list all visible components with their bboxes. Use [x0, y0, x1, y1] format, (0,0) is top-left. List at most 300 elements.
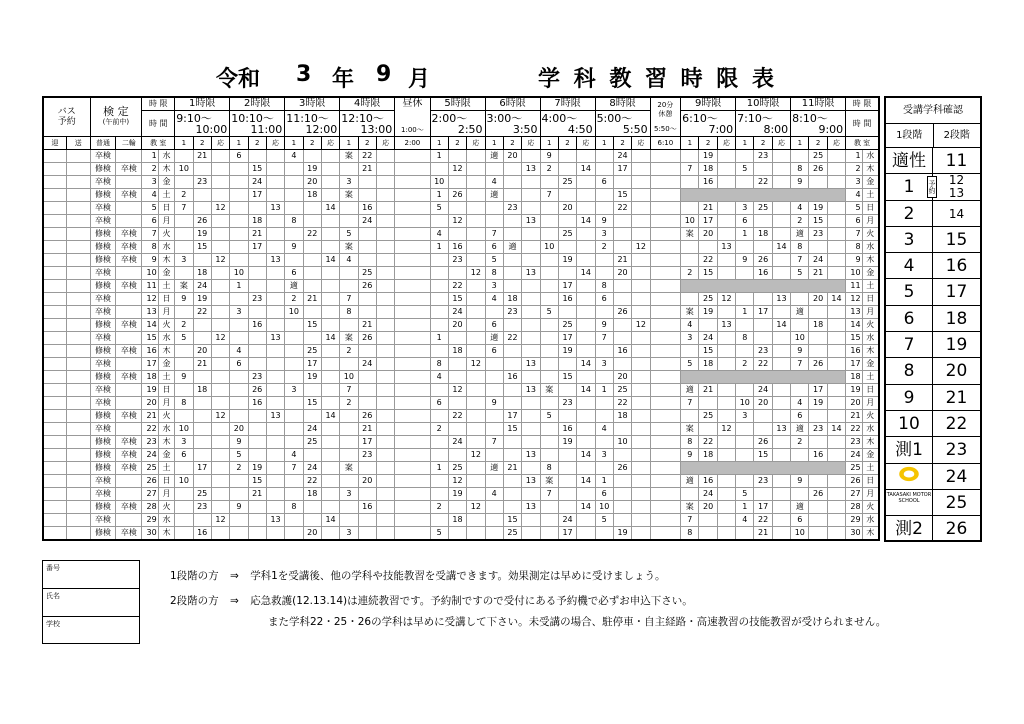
lesson-cell: 6	[791, 514, 809, 527]
lesson-cell	[230, 215, 248, 228]
stage2-item: 23	[945, 440, 968, 461]
lesson-cell	[827, 358, 845, 371]
schedule-row	[43, 345, 879, 358]
lesson-cell	[754, 423, 772, 436]
lesson-cell: 20	[503, 150, 521, 163]
lesson-cell	[303, 332, 321, 345]
lesson-cell: 6	[430, 397, 448, 410]
note-stage1-text: 学科1を受講後、他の学科や技能教習を受講できます。効果測定は早めに受けましょう。	[250, 570, 666, 582]
lesson-cell	[467, 345, 485, 358]
lesson-cell: 21	[303, 293, 321, 306]
lesson-cell	[736, 319, 754, 332]
lesson-cell	[285, 332, 303, 345]
day-cell: 16	[142, 345, 158, 358]
lesson-cell	[340, 358, 358, 371]
rest-cell	[650, 306, 681, 319]
lesson-cell	[321, 501, 339, 514]
lesson-cell: 24	[448, 436, 466, 449]
lesson-cell: 22	[699, 254, 717, 267]
rest-cell	[650, 280, 681, 293]
lesson-cell: 26	[358, 410, 376, 423]
lesson-cell: 4	[285, 150, 303, 163]
lesson-cell	[577, 306, 595, 319]
stage2-cell	[933, 253, 980, 278]
lesson-cell	[827, 488, 845, 501]
lesson-cell	[230, 228, 248, 241]
lesson-cell	[430, 449, 448, 462]
lesson-cell	[522, 410, 540, 423]
lesson-cell	[522, 306, 540, 319]
info-school-label: 学校	[46, 620, 60, 628]
lesson-cell: 8	[595, 280, 613, 293]
dropoff-cell	[67, 254, 91, 267]
lunch-cell	[395, 488, 430, 501]
lesson-cell	[376, 423, 394, 436]
lesson-cell: 5	[736, 163, 754, 176]
dropoff-cell	[67, 150, 91, 163]
lesson-cell	[632, 280, 650, 293]
period-time	[595, 111, 650, 137]
lesson-cell	[248, 254, 266, 267]
lesson-cell: 12	[211, 410, 229, 423]
lesson-cell	[211, 345, 229, 358]
lesson-cell: 22	[613, 202, 631, 215]
lesson-cell	[595, 150, 613, 163]
lesson-cell	[303, 410, 321, 423]
lesson-cell: 9	[791, 176, 809, 189]
futsu-header: 普通	[90, 137, 116, 150]
lesson-cell	[230, 514, 248, 527]
day-cell: 19	[142, 384, 158, 397]
rest-cell	[650, 436, 681, 449]
lesson-cell: 5	[175, 332, 193, 345]
sub-label: 1	[285, 137, 303, 150]
lesson-cell: 12	[448, 163, 466, 176]
lesson-cell	[376, 371, 394, 384]
lunch-cell	[395, 410, 430, 423]
lesson-cell	[467, 462, 485, 475]
lesson-cell: 5	[540, 410, 558, 423]
nirin-exam-cell: 卒検	[116, 449, 142, 462]
nirin-exam-cell: 卒検	[116, 228, 142, 241]
lesson-cell	[230, 397, 248, 410]
stage1-cell	[886, 411, 933, 436]
lesson-cell: 13	[522, 475, 540, 488]
lesson-cell	[632, 423, 650, 436]
lesson-cell: 20	[809, 293, 827, 306]
pickup-cell	[43, 150, 67, 163]
lesson-cell	[358, 371, 376, 384]
stage2-cell	[933, 437, 980, 462]
lesson-cell: 18	[613, 410, 631, 423]
weekday-cell-right: 土	[862, 371, 879, 384]
lesson-cell: 13	[772, 293, 790, 306]
stage2-item: 11	[945, 151, 968, 171]
period-end: 8:00	[763, 122, 789, 136]
lesson-cell: 案	[681, 306, 699, 319]
lunch-cell	[395, 345, 430, 358]
rest-cell	[650, 150, 681, 163]
lesson-cell: 2	[791, 215, 809, 228]
lesson-cell	[211, 150, 229, 163]
lesson-cell	[430, 267, 448, 280]
lesson-cell	[595, 254, 613, 267]
lesson-cell: 7	[340, 384, 358, 397]
pickup-cell	[43, 423, 67, 436]
lesson-cell: 25	[613, 384, 631, 397]
lesson-cell	[736, 176, 754, 189]
lesson-cell	[681, 254, 699, 267]
lesson-cell: 13	[266, 514, 284, 527]
pickup-cell	[43, 267, 67, 280]
confirm-col-stage2: 2段階	[943, 130, 970, 141]
lesson-cell: 25	[358, 267, 376, 280]
lesson-cell: 12	[632, 319, 650, 332]
day-cell-right: 3	[846, 176, 862, 189]
nirin-exam-cell	[116, 397, 142, 410]
lesson-cell	[430, 280, 448, 293]
lesson-cell: 10	[340, 371, 358, 384]
stage2-cell	[933, 516, 980, 542]
lesson-cell: 24	[248, 176, 266, 189]
lunch-cell	[395, 254, 430, 267]
lesson-cell	[175, 384, 193, 397]
lesson-cell	[717, 488, 735, 501]
lesson-cell	[340, 514, 358, 527]
lunch-code: 2:00	[395, 137, 430, 150]
dropoff-cell	[67, 514, 91, 527]
lesson-cell	[632, 163, 650, 176]
lesson-cell	[358, 241, 376, 254]
lesson-cell	[540, 371, 558, 384]
lesson-cell: 25	[193, 488, 211, 501]
lesson-cell: 6	[791, 410, 809, 423]
lesson-cell: 23	[193, 176, 211, 189]
lesson-cell: 17	[558, 280, 576, 293]
stage1-item: 測1	[895, 440, 923, 461]
nirin-exam-cell	[116, 358, 142, 371]
rest-cell	[650, 384, 681, 397]
lesson-cell: 19	[303, 371, 321, 384]
lesson-cell	[681, 241, 699, 254]
lesson-cell: 5	[736, 488, 754, 501]
lesson-cell: 1	[430, 150, 448, 163]
stage2-cell	[933, 148, 980, 173]
period-start: 6:10～	[682, 111, 718, 125]
day-cell: 25	[142, 462, 158, 475]
lesson-cell: 19	[699, 306, 717, 319]
lesson-cell	[577, 280, 595, 293]
no-evening-class	[681, 371, 846, 384]
lesson-cell: 3	[230, 306, 248, 319]
weekday-cell-right: 水	[862, 332, 879, 345]
lesson-cell: 20	[558, 202, 576, 215]
dropoff-cell	[67, 488, 91, 501]
lesson-cell: 23	[503, 202, 521, 215]
lesson-cell	[632, 228, 650, 241]
lesson-cell: 16	[193, 527, 211, 541]
lesson-cell: 4	[791, 202, 809, 215]
lesson-cell: 1	[430, 189, 448, 202]
stage2-item: 24	[945, 466, 968, 487]
day-cell-right: 18	[846, 371, 862, 384]
lesson-cell: 12	[211, 202, 229, 215]
lesson-cell	[632, 150, 650, 163]
lesson-cell	[175, 410, 193, 423]
lesson-cell	[632, 267, 650, 280]
stage2-item: 13	[948, 186, 965, 201]
lesson-cell	[376, 488, 394, 501]
lesson-cell: 14	[772, 241, 790, 254]
dropoff-cell	[67, 475, 91, 488]
day-cell: 2	[142, 163, 158, 176]
stage2-item: 20	[945, 361, 968, 382]
lesson-cell: 20	[699, 501, 717, 514]
schedule-row	[43, 501, 879, 514]
lesson-cell	[522, 293, 540, 306]
lesson-cell	[503, 189, 521, 202]
lunch-cell	[395, 449, 430, 462]
day-cell: 24	[142, 449, 158, 462]
lesson-cell	[632, 254, 650, 267]
jikan-header: 時 間	[142, 111, 175, 137]
lesson-cell: 3	[340, 527, 358, 541]
lesson-cell	[772, 449, 790, 462]
lesson-cell	[266, 475, 284, 488]
kyoshitsu-header-right: 教 室	[846, 137, 879, 150]
lesson-cell: 13	[522, 358, 540, 371]
lesson-cell	[285, 410, 303, 423]
futsu-exam-cell: 修検	[90, 189, 116, 202]
title-month-unit: 月	[408, 67, 431, 92]
day-cell-right: 8	[846, 241, 862, 254]
schedule-row	[43, 306, 879, 319]
futsu-exam-cell: 卒検	[90, 215, 116, 228]
stage2-cell	[933, 227, 980, 252]
lesson-cell	[467, 332, 485, 345]
lesson-cell: 1	[736, 228, 754, 241]
course-confirmation-panel	[884, 96, 982, 542]
weekday-cell-right: 水	[862, 150, 879, 163]
lesson-cell	[285, 319, 303, 332]
lesson-cell	[503, 384, 521, 397]
lesson-cell	[448, 397, 466, 410]
weekday-cell: 日	[158, 384, 174, 397]
lesson-cell: 17	[248, 189, 266, 202]
lesson-cell	[211, 462, 229, 475]
lesson-cell	[303, 449, 321, 462]
sub-label: 2	[303, 137, 321, 150]
confirm-row	[886, 148, 980, 174]
lesson-cell: 6	[736, 215, 754, 228]
lesson-cell: 13	[266, 332, 284, 345]
day-cell-right: 22	[846, 423, 862, 436]
lesson-cell	[809, 241, 827, 254]
lesson-cell: 21	[754, 527, 772, 541]
lesson-cell	[754, 319, 772, 332]
lesson-cell: 12	[211, 332, 229, 345]
nirin-exam-cell: 卒検	[116, 189, 142, 202]
futsu-exam-cell: 修検	[90, 228, 116, 241]
lesson-cell	[321, 163, 339, 176]
weekday-cell: 木	[158, 163, 174, 176]
confirm-col-stage1: 1段階	[886, 124, 934, 147]
lesson-cell: 20	[230, 423, 248, 436]
weekday-cell: 水	[158, 150, 174, 163]
stage1-item: 5	[903, 282, 915, 303]
lesson-cell: 25	[558, 228, 576, 241]
lesson-cell	[699, 397, 717, 410]
lesson-cell	[467, 371, 485, 384]
note-stage1-arrow: ⇒	[230, 570, 239, 582]
lesson-cell: 案	[340, 241, 358, 254]
weekday-cell-right: 水	[862, 241, 879, 254]
day-cell: 11	[142, 280, 158, 293]
lesson-cell: 17	[503, 410, 521, 423]
lunch-cell	[395, 358, 430, 371]
day-cell-right: 16	[846, 345, 862, 358]
weekday-cell-right: 土	[862, 280, 879, 293]
schedule-row	[43, 475, 879, 488]
lesson-cell: 5	[681, 358, 699, 371]
lesson-cell	[467, 436, 485, 449]
day-cell-right: 25	[846, 462, 862, 475]
dropoff-cell	[67, 267, 91, 280]
lesson-cell: 18	[303, 488, 321, 501]
lesson-cell: 24	[754, 384, 772, 397]
lesson-cell	[211, 241, 229, 254]
futsu-exam-cell: 修検	[90, 163, 116, 176]
day-cell: 26	[142, 475, 158, 488]
lesson-cell	[791, 319, 809, 332]
lesson-cell	[717, 202, 735, 215]
lesson-cell	[577, 254, 595, 267]
lesson-cell	[577, 150, 595, 163]
stage2-cell	[933, 411, 980, 436]
lesson-cell: 22	[303, 475, 321, 488]
lesson-cell: 13	[266, 254, 284, 267]
lesson-cell	[266, 150, 284, 163]
period-label: 10時限	[736, 97, 791, 111]
lesson-cell	[632, 527, 650, 541]
lesson-cell	[717, 514, 735, 527]
lesson-cell: 15	[699, 345, 717, 358]
lesson-cell	[340, 267, 358, 280]
rest-cell	[650, 527, 681, 541]
lunch-cell	[395, 176, 430, 189]
lesson-cell: 12	[448, 384, 466, 397]
lesson-cell	[558, 189, 576, 202]
lesson-cell: 14	[577, 215, 595, 228]
lesson-cell: 21	[248, 488, 266, 501]
lesson-cell	[503, 176, 521, 189]
lesson-cell	[448, 176, 466, 189]
weekday-cell-right: 日	[862, 293, 879, 306]
lesson-cell	[577, 423, 595, 436]
stage2-item: 15	[945, 229, 968, 250]
lesson-cell: 3	[340, 176, 358, 189]
lesson-cell: 4	[430, 371, 448, 384]
lesson-cell	[321, 189, 339, 202]
lesson-cell	[522, 202, 540, 215]
schedule-row	[43, 423, 879, 436]
lesson-cell	[303, 241, 321, 254]
lesson-cell	[285, 345, 303, 358]
lesson-cell: 21	[193, 358, 211, 371]
dropoff-cell	[67, 501, 91, 514]
sub-label: 応	[376, 137, 394, 150]
lesson-cell: 17	[193, 462, 211, 475]
lesson-cell	[340, 449, 358, 462]
pickup-cell	[43, 319, 67, 332]
lesson-cell	[340, 319, 358, 332]
lesson-cell: 18	[248, 215, 266, 228]
day-cell-right: 21	[846, 410, 862, 423]
lesson-cell	[285, 371, 303, 384]
weekday-cell: 木	[158, 345, 174, 358]
lesson-cell	[632, 501, 650, 514]
lesson-cell: 25	[558, 319, 576, 332]
lesson-cell: 20	[613, 371, 631, 384]
lesson-cell	[448, 202, 466, 215]
lesson-cell	[717, 397, 735, 410]
period-start: 11:10～	[286, 111, 329, 125]
pickup-cell	[43, 501, 67, 514]
schedule-row	[43, 150, 879, 163]
weekday-cell-right: 火	[862, 410, 879, 423]
lesson-cell	[717, 410, 735, 423]
lesson-cell	[558, 306, 576, 319]
stage2-cell	[933, 358, 980, 383]
lesson-cell: 9	[791, 345, 809, 358]
lesson-cell: 17	[303, 358, 321, 371]
lesson-cell: 24	[448, 306, 466, 319]
dropoff-cell	[67, 371, 91, 384]
weekday-cell-right: 木	[862, 254, 879, 267]
lesson-cell	[595, 462, 613, 475]
lunch-cell	[395, 423, 430, 436]
lesson-cell: 18	[809, 319, 827, 332]
lesson-cell: 14	[577, 163, 595, 176]
dropoff-cell	[67, 423, 91, 436]
lesson-cell: 15	[754, 449, 772, 462]
lesson-cell	[503, 358, 521, 371]
lesson-cell	[248, 501, 266, 514]
lesson-cell	[266, 358, 284, 371]
weekday-cell: 水	[158, 514, 174, 527]
lesson-cell: 2	[736, 358, 754, 371]
lesson-cell	[577, 371, 595, 384]
rest-label: 20分 休憩	[657, 100, 674, 118]
lesson-cell	[577, 345, 595, 358]
dropoff-cell	[67, 397, 91, 410]
stage2-cell	[933, 385, 980, 410]
lesson-cell	[430, 514, 448, 527]
lesson-cell: 8	[736, 332, 754, 345]
lesson-cell	[699, 514, 717, 527]
sub-label: 1	[340, 137, 358, 150]
lesson-cell	[175, 241, 193, 254]
lesson-cell	[772, 397, 790, 410]
pickup-cell	[43, 462, 67, 475]
lesson-cell	[376, 397, 394, 410]
lesson-cell	[809, 345, 827, 358]
period-time	[175, 111, 230, 137]
lesson-cell	[540, 514, 558, 527]
lesson-cell: 適	[791, 423, 809, 436]
lesson-cell	[595, 527, 613, 541]
lesson-cell	[717, 254, 735, 267]
